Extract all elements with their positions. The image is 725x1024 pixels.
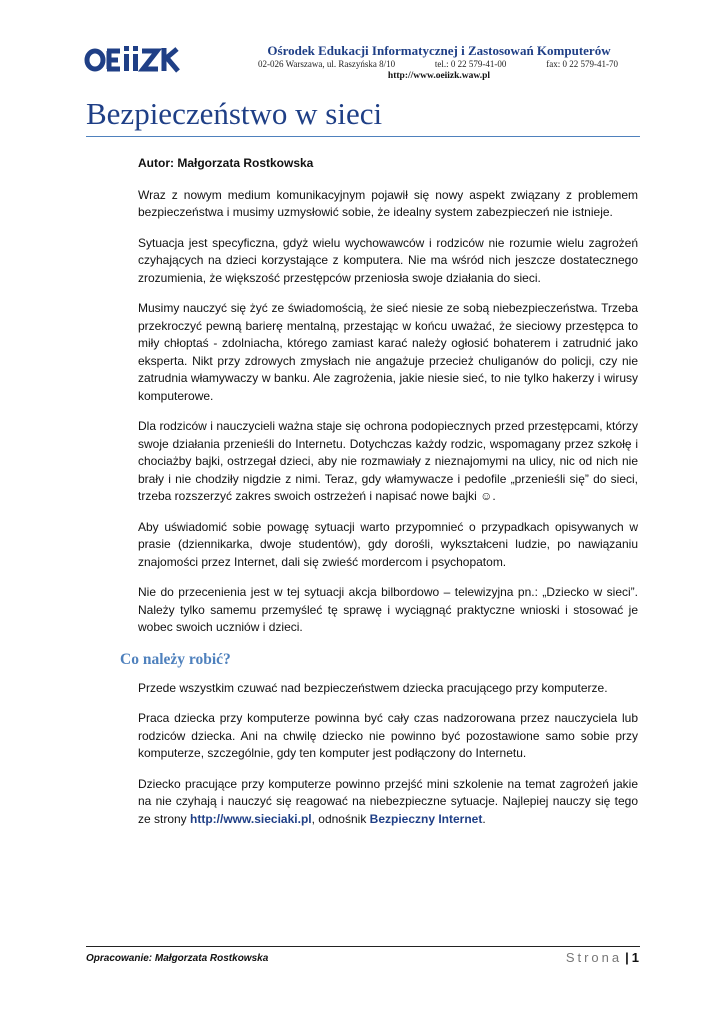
footer-author: Opracowanie: Małgorzata Rostkowska — [86, 953, 269, 964]
paragraph-6: Nie do przecenienia jest w tej sytuacji akcja bilbordowo – telewizyjna pn.: „Dziecko w sieci”. Należy tylko samemu przemyśleć tę sprawę i wyciągnąć praktyczne wnioski i stosować je wobec swoich uczniów i dzieci. — [138, 585, 638, 634]
paragraph-9-end: . — [482, 811, 486, 826]
paragraph-8: Praca dziecka przy komputerze powinna być cały czas nadzorowana przez nauczyciela lub rodziców dziecka. Ani na chwilę dziecko nie powinno być pozostawione samo sobie przy komputerze, szczególnie, gdy ten komputer jest podłączony do Internetu. — [138, 711, 638, 760]
page-number: 1 — [631, 950, 639, 965]
header-url[interactable]: http://www.oeiizk.waw.pl — [387, 71, 491, 81]
bezpieczny-internet-link[interactable]: Bezpieczny Internet — [369, 811, 483, 826]
header-fax: fax: 0 22 579-41-70 — [546, 59, 618, 69]
page-separator: | — [625, 950, 629, 965]
oeiizk-logo — [84, 42, 184, 74]
header-address: 02-026 Warszawa, ul. Raszyńska 8/10 — [258, 59, 396, 69]
paragraph-7: Przede wszystkim czuwać nad bezpieczeństwem dziecka pracującego przy komputerze. — [138, 680, 608, 695]
page-label: Strona — [565, 950, 623, 965]
header-org-name: Ośrodek Edukacji Informatycznej i Zastosowań Komputerów — [267, 43, 611, 58]
paragraph-1: Wraz z nowym medium komunikacyjnym pojawił się nowy aspekt związany z problemem bezpieczeństwa i musimy uzmysłowić sobie, że idealny system zabezpieczeń nie istnieje. — [138, 187, 638, 219]
footer-divider — [86, 946, 640, 947]
document-title: Bezpieczeństwo w sieci — [86, 96, 383, 131]
sieciaki-link[interactable]: http://www.sieciaki.pl — [190, 811, 312, 826]
paragraph-4: Dla rodziców i nauczycieli ważna staje się ochrona podopiecznych przed przestępcami, którzy swoje działania przenieśli do Internetu. Dotychczas każdy rodzic, wspomagany przez szkołę i chociażby bajki, ostrzegał dzieci, aby nie rozmawiały z nieznajomymi na ulicy, nic od nich nie brały i nie chodziły nigdzie z nimi. Teraz, gdy włamywacze i pedofile „przenieśli się” do sieci, trzeba rozszerzyć zakres swoich ostrzeżeń i napisać nowe bajki ☺. — [138, 419, 638, 503]
section-heading: Co należy robić? — [120, 650, 231, 668]
author-line: Autor: Małgorzata Rostkowska — [138, 156, 314, 170]
header-contact — [258, 59, 618, 69]
paragraph-9-middle: , odnośnik — [311, 811, 370, 826]
paragraph-3: Musimy nauczyć się żyć ze świadomością, że sieć niesie ze sobą niebezpieczeństwa. Trzeba przekroczyć pewną barierę mentalną, przestając w końcu uważać, że sieciowy przestępca to miły chłoptaś - zdolniacha, którego zamiast karać należy ogłosić bohaterem i zatrudnić jako eksperta. Nikt przy zdrowych zmysłach nie angażuje przecież chuliganów do policji, czy nie zatrudnia włamywaczy w banku. Ale zagrożenia, jakie niesie sieć, to nie tylko hakerzy i wirusy komputerowe. — [138, 301, 638, 403]
header-tel: tel.: 0 22 579-41-00 — [434, 59, 507, 69]
paragraph-2: Sytuacja jest specyficzna, gdyż wielu wychowawców i rodziców nie rozumie wielu zagrożeń czyhających na dzieci korzystające z komputera. Nie ma wśród nich jeszcze dostatecznego zrozumienia, że większość przestępców przeniosła swoje działania do sieci. — [138, 235, 638, 285]
paragraph-9 — [138, 776, 638, 829]
paragraph-5: Aby uświadomić sobie powagę sytuacji warto przypomnieć o przypadkach opisywanych w prasie (dziennikarka, dwoje studentów), gdy dorośli, wykształceni ludzie, po nawiązaniu znajomości przez Internet, dali się zwieść mordercom i psychopatom. — [138, 519, 638, 569]
page-indicator — [566, 950, 639, 965]
paragraph-9-text: Dziecko pracujące przy komputerze powinno przejść mini szkolenie na temat zagrożeń jakie na nie czyhają i nauczyć się reagować na niebezpieczne sytuacje. Najlepiej nauczy się tego ze strony — [138, 776, 638, 826]
title-divider — [86, 136, 640, 137]
document-body — [120, 155, 638, 841]
